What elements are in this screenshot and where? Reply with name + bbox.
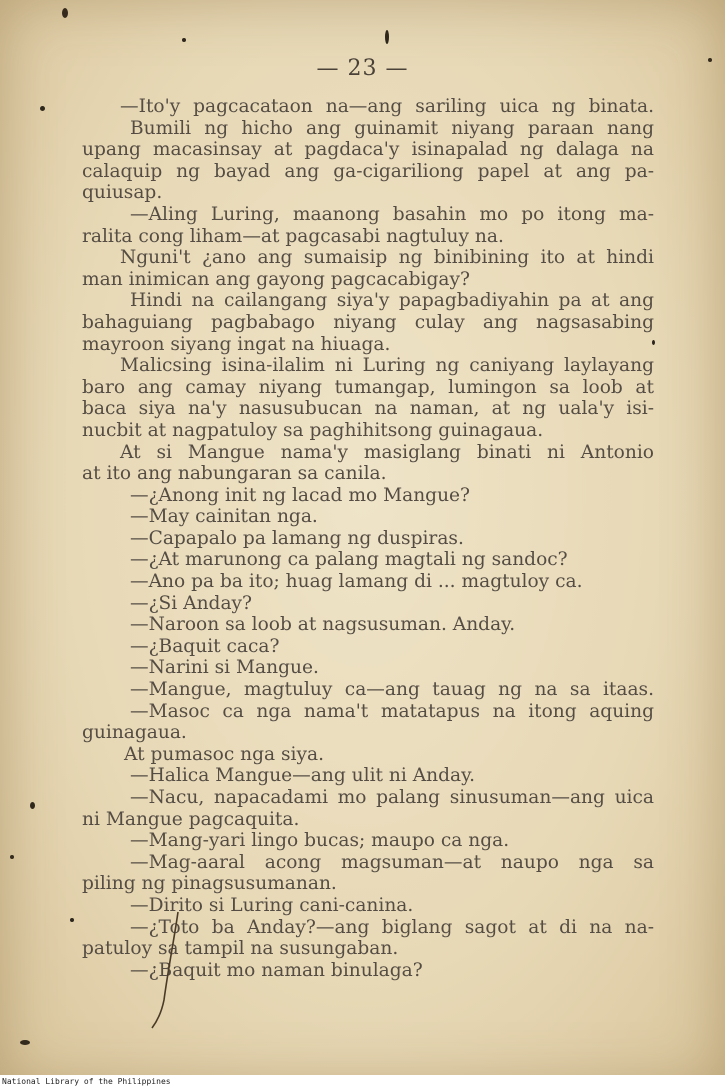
text-line: guinagaua.: [82, 722, 187, 744]
text-line: —Mag-aaral acong magsuman—at naupo nga sa: [130, 851, 654, 873]
text-line: —Ito'y pagcacataon na—ang sariling uica ng binata.: [120, 96, 654, 117]
ink-speck: [62, 8, 68, 18]
text-line: nucbit at nagpatuloy sa paghihitsong guinagaua.: [82, 419, 544, 441]
ink-speck: [40, 106, 45, 111]
text-line: —Naroon sa loob at nagsusuman. Anday.: [130, 614, 516, 636]
ink-speck: [20, 1040, 30, 1045]
page-number-header: — 23 —: [316, 56, 409, 81]
text-line: —Capapalo pa lamang ng duspiras.: [130, 527, 464, 549]
text-line: —Ano pa ba ito; huag lamang di ... magtuloy ca.: [130, 571, 583, 593]
text-line: —¿Si Anday?: [130, 592, 253, 614]
text-line: —¿Anong init ng lacad mo Mangue?: [130, 484, 471, 506]
text-line: baca siya na'y nasusubucan na naman, at ng uala'y isi-: [82, 398, 654, 420]
ink-speck: [182, 38, 186, 42]
text-line: Hindi na cailangang siya'y papagbadiyahin pa at ang: [130, 290, 654, 312]
text-line: —Masoc ca nga nama't matatapus na itong aquing: [130, 700, 654, 722]
text-line: —Nacu, napacadami mo palang sinusuman—ang uica: [130, 787, 654, 808]
text-line: —¿Baquit mo naman binulaga?: [130, 959, 423, 981]
text-line: —¿Toto ba Anday?—ang biglang sagot at di na na-: [130, 916, 654, 938]
text-line: At si Mangue nama'y masiglang binati ni Antonio: [120, 441, 654, 463]
text-line: at ito ang nabungaran sa canila.: [82, 463, 387, 485]
text-line: mayroon siyang ingat na hiuaga.: [82, 333, 391, 355]
text-line: upang macasinsay at pagdaca'y isinapalad ng dalaga na: [82, 139, 654, 161]
text-line: —¿At marunong ca palang magtali ng sandoc?: [130, 549, 568, 571]
text-line: —Narini si Mangue.: [130, 657, 319, 679]
ink-speck: [10, 855, 14, 859]
ink-speck: [385, 30, 389, 44]
text-line: calaquip ng bayad ang ga-cigariliong papel at ang pa-: [82, 160, 654, 182]
text-line: —Halica Mangue—ang ulit ni Anday.: [130, 765, 476, 787]
text-line: —¿Baquit caca?: [130, 635, 280, 657]
text-line: patuloy sa tampil na susungaban.: [82, 938, 399, 960]
page-body-text: [82, 96, 654, 981]
text-line: ni Mangue pagcaquita.: [82, 808, 300, 830]
text-line: baro ang camay niyang tumangap, lumingon sa loob at: [82, 376, 654, 398]
text-line: bahaguiang pagbabago niyang culay ang nagsasabing: [82, 311, 654, 333]
ink-speck: [708, 58, 712, 62]
ink-speck: [70, 918, 74, 922]
text-line: man inimican ang gayong pagcacabigay?: [82, 268, 470, 290]
library-watermark-footer: National Library of the Philippines: [0, 1075, 725, 1088]
ink-speck: [652, 340, 655, 345]
ink-speck: [30, 802, 35, 809]
text-line: Nguni't ¿ano ang sumaisip ng binibining ito at hindi: [120, 247, 654, 269]
text-line: —Aling Luring, maanong basahin mo po itong ma-: [130, 203, 654, 225]
text-line: ralita cong liham—at pagcasabi nagtuluy na.: [82, 225, 504, 247]
text-line: quiusap.: [82, 182, 163, 204]
text-line: —Mang-yari lingo bucas; maupo ca nga.: [130, 830, 510, 852]
text-line: —Dirito si Luring cani-canina.: [130, 894, 414, 916]
text-line: —May cainitan nga.: [130, 506, 318, 528]
text-line: —Mangue, magtuluy ca—ang tauag ng na sa itaas.: [130, 679, 654, 701]
text-line: At pumasoc nga siya.: [124, 743, 325, 765]
text-line: Bumili ng hicho ang guinamit niyang paraan nang: [130, 117, 654, 139]
text-line: Malicsing isina-ilalim ni Luring ng caniyang laylayang: [120, 355, 654, 377]
text-line: piling ng pinagsusumanan.: [82, 873, 337, 895]
paper-tear-mark: [150, 910, 190, 1030]
